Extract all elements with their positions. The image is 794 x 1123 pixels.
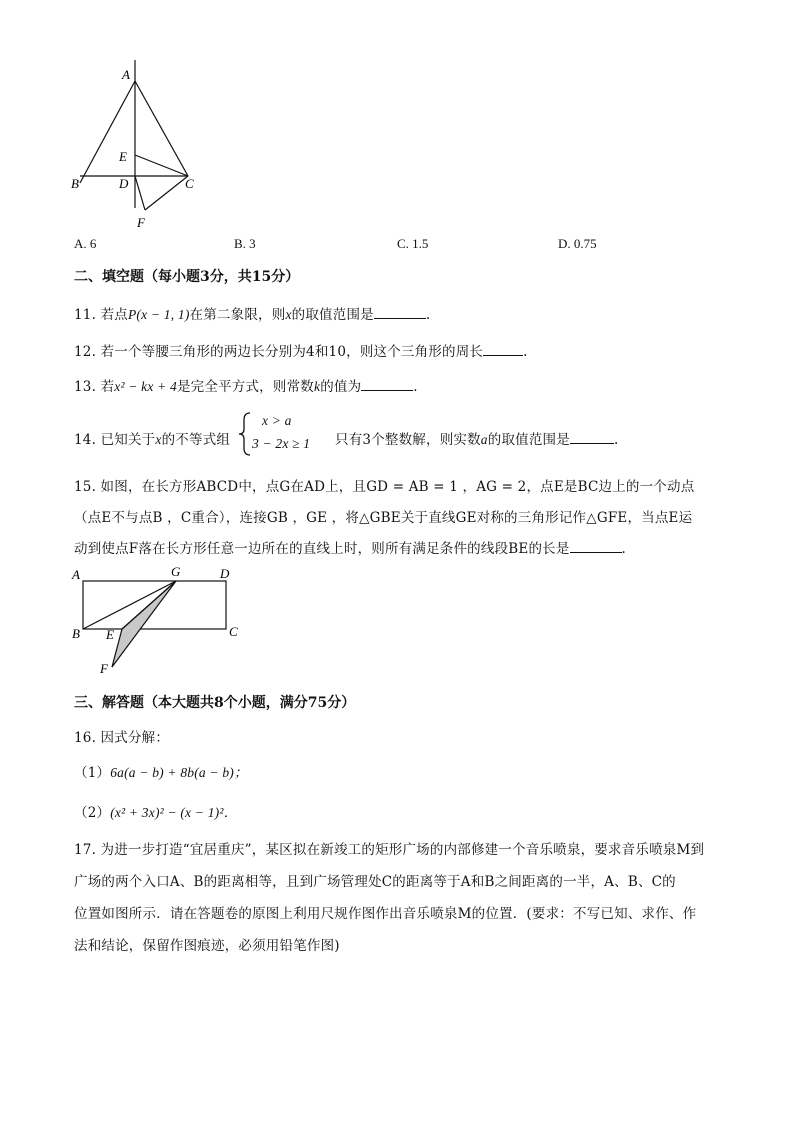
q13-post: 的值为 <box>320 379 362 395</box>
q14-mid: 的不等式组 <box>161 432 231 448</box>
point-label-E2: E <box>106 627 114 642</box>
question-16-part-1 <box>74 761 248 781</box>
q14-post: 只有3个整数解，则实数 <box>335 432 481 448</box>
point-label-B2: B <box>72 626 80 641</box>
question-14-lead <box>74 428 230 448</box>
q14-pre: 已知关于 <box>100 432 156 448</box>
point-label-E: E <box>119 149 127 164</box>
q14-number: 14. <box>74 432 97 448</box>
q13-end: . <box>413 379 418 395</box>
q13-pre: 若 <box>100 379 115 395</box>
point-label-A2: A <box>72 567 80 582</box>
point-label-D2: D <box>220 566 230 581</box>
point-label-F2: F <box>100 661 108 676</box>
question-17-line-4: 法和结论，保留作图痕迹，必须用铅笔作图) <box>74 938 340 954</box>
q11-number: 11. <box>74 307 97 323</box>
rectangle-figure <box>66 562 246 682</box>
segment-CF <box>145 176 188 210</box>
segment-AC <box>135 81 188 176</box>
q16-p1-expr: 6a(a − b) + 8b(a − b)； <box>110 765 248 780</box>
point-label-C: C <box>185 176 194 191</box>
q12-end: . <box>523 344 528 360</box>
q14-end: . <box>613 432 619 448</box>
q11-expr: P(x − 1, 1) <box>127 307 190 322</box>
q13-var: k <box>313 379 321 394</box>
section-title-answer: 三、解答题（本大题共8个小题，满分75分） <box>74 695 356 711</box>
q14-var: x <box>155 432 162 447</box>
q16-p2-label: （2） <box>74 805 111 821</box>
question-14-tail <box>335 428 618 448</box>
point-label-A: A <box>122 67 130 82</box>
q11-pre: 若点 <box>100 307 128 323</box>
triangle-figure <box>60 58 220 233</box>
point-label-C2: C <box>229 624 238 639</box>
question-17-line-1: 17. 为进一步打造“宜居重庆”，某区拟在新竣工的矩形广场的内部修建一个音乐喷泉，要求音乐喷泉M到 <box>74 842 705 858</box>
q16-p1-label: （1） <box>74 765 111 781</box>
option-a: A. 6 <box>74 236 97 251</box>
segment-AB <box>80 81 135 183</box>
q11-mid: 在第二象限，则 <box>189 307 286 323</box>
q13-expr: x² − kx + 4 <box>114 379 177 394</box>
question-15-line-1: 15. 如图，在长方形ABCD中，点G在AD上，且GD = AB = 1 ，AG = 2，点E是BC边上的一个动点 <box>74 479 695 495</box>
point-label-G: G <box>171 564 181 579</box>
q16-p2-expr: (x² + 3x)² − (x − 1)²． <box>110 805 238 820</box>
question-16-title: 16. 因式分解： <box>74 730 170 746</box>
question-12 <box>74 340 528 360</box>
option-d: D. 0.75 <box>558 236 597 251</box>
question-17-line-3: 位置如图所示．请在答题卷的原图上利用尺规作图作出音乐喷泉M的位置．(要求：不写已知、求作、作 <box>74 906 697 922</box>
q13-number: 13. <box>74 379 97 395</box>
q11-answer-blank[interactable] <box>374 306 426 319</box>
segment-DF <box>135 176 145 210</box>
q14-answer-blank[interactable] <box>570 431 614 444</box>
q12-text: 12. 若一个等腰三角形的两边长分别为4和10，则这个三角形的周长 <box>74 344 484 360</box>
q14-inequality-1: x > a <box>262 413 292 428</box>
triangle-GFE-shaded <box>112 581 176 667</box>
point-label-B: B <box>71 176 79 191</box>
question-15-line-2: （点E不与点B ，C重合），连接GB ，GE ，将△GBE关于直线GE对称的三角形记作△GFE，当点E运 <box>74 510 693 526</box>
section-title-fill-blank: 二、填空题（每小题3分，共15分） <box>74 269 300 285</box>
q14-var2: a <box>480 432 488 447</box>
q14-post2: 的取值范围是 <box>487 432 570 448</box>
question-13 <box>74 375 418 395</box>
question-16-part-2 <box>74 801 237 821</box>
q11-var: x <box>285 307 292 322</box>
point-label-F: F <box>137 215 145 230</box>
q11-end: . <box>425 307 431 323</box>
question-11 <box>74 303 430 323</box>
q15-end: . <box>621 541 627 557</box>
q14-inequality-2: 3 − 2x ≥ 1 <box>252 436 311 451</box>
q12-answer-blank[interactable] <box>483 343 523 356</box>
option-c: C. 1.5 <box>397 236 429 251</box>
q13-answer-blank[interactable] <box>361 378 413 391</box>
segment-EC <box>135 155 188 176</box>
option-b: B. 3 <box>234 236 256 251</box>
q15-line3-text: 动到使点F落在长方形任意一边所在的直线上时，则所有满足条件的线段BE的长是 <box>74 541 570 557</box>
q11-post: 的取值范围是 <box>291 307 374 323</box>
q13-mid: 是完全平方式，则常数 <box>176 379 314 395</box>
q14-brace <box>238 412 252 456</box>
point-label-D: D <box>119 176 129 191</box>
q15-answer-blank[interactable] <box>570 540 622 553</box>
question-17-line-2: 广场的两个入口A、B的距离相等，且到广场管理处C的距离等于A和B之间距离的一半，A、B、C的 <box>74 874 676 890</box>
question-15-line-3 <box>74 537 626 557</box>
